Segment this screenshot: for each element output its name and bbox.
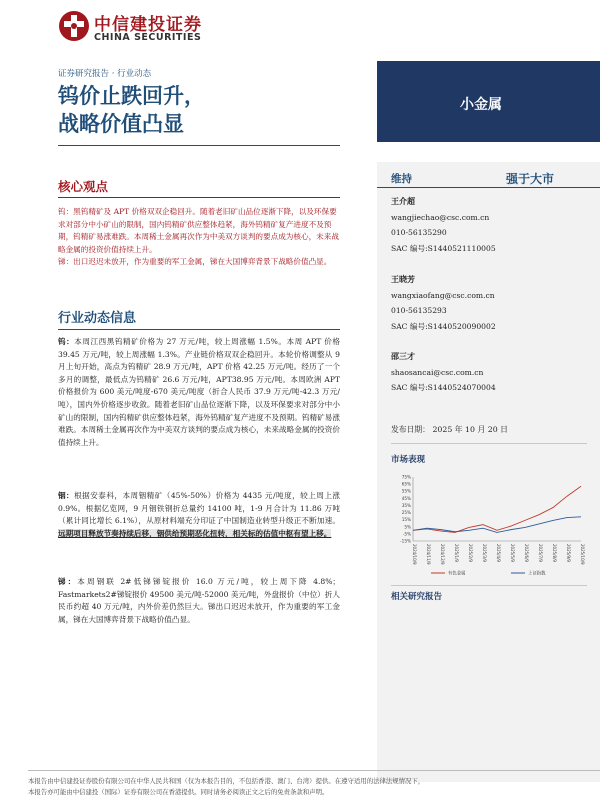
x-tick-label: 2025/10/9 [580, 544, 585, 565]
report-type: 证券研究报告 · 行业动态 [58, 69, 152, 79]
y-tick-label: 5% [404, 524, 411, 530]
core-view-heading: 核心观点 [58, 179, 109, 194]
title-line-2: 战略价值凸显 [58, 112, 184, 136]
germanium-highlight: 远期项目释放节奏持续后移，铟供给预期恶化扭转，相关标的估值中枢有望上移。 [58, 528, 332, 538]
sidebar-divider [391, 585, 587, 586]
core-view-rule [58, 197, 340, 198]
y-tick-label: 55% [401, 488, 411, 494]
analyst-email[interactable]: shaosancai@csc.com.cn [391, 367, 484, 377]
core-view-paragraph: 钨：黑钨精矿及 APT 价格双双企稳回升。随着老旧矿山品位逐渐下降，以及环保要求对部分中小矿山的限制，国内钨精矿供应整体趋紧，海外钨精矿复产进度不及预期，钨精矿易涨难跌。本周稀土金属再次作为中美双方谈判的要点成为核心，未来战略金属的投资价值持续上升。 [58, 207, 339, 254]
market-performance-heading: 市场表现 [391, 455, 426, 465]
x-tick-label: 2025/4/9 [496, 544, 501, 562]
analyst-sac: SAC 编号:S1440524070004 [391, 383, 496, 392]
antimony-label: 锑： [58, 577, 78, 586]
legend-label: 有色金属 [448, 571, 466, 577]
x-tick-label: 2024/10/9 [412, 544, 417, 565]
analyst-name: 王介超 [391, 197, 415, 206]
disclaimer-line: 本报告由中信建投证券股份有限公司在中华人民共和国（仅为本报告目的，不包括香港、澳门、台湾）提供。在遵守适用的法律法规情况下， [28, 777, 425, 785]
analyst-card [391, 194, 496, 256]
x-tick-label: 2024/11/9 [426, 544, 431, 565]
rating-label: 维持 [391, 173, 412, 185]
y-tick-label: 35% [401, 502, 411, 508]
y-tick-label: 75% [401, 474, 411, 480]
analyst-name: 王晓芳 [391, 275, 415, 284]
x-tick-label: 2025/8/9 [552, 544, 557, 562]
analyst-sac: SAC 编号:S1440520090002 [391, 321, 496, 331]
analyst-card [391, 272, 496, 334]
antimony-text: 本周钢联 2#低锑锑锭报价 16.0 万元/吨，较上周下降 4.8%；Fastmarkets2#锑锭报价 49500 美元/吨-52000 美元/吨，外盘报价（中位）折人民币约超 40 万元/吨，内外价差仍然巨大。锑出口迟迟未放开，作为重要的军工金属，锑在大国博弈背景下战略价值凸显。 [58, 577, 341, 624]
disclaimer-footer [28, 776, 600, 798]
x-tick-label: 2025/9/9 [566, 544, 571, 562]
dynamics-rule [58, 329, 340, 330]
core-view-paragraph: 锑：出口迟迟未放开，作为重要的军工金属，锑在大国博弈背景下战略价值凸显。 [58, 257, 332, 267]
x-tick-label: 2025/5/9 [510, 544, 515, 562]
rating-bar [377, 162, 600, 188]
analyst-email[interactable]: wangxiaofang@csc.com.cn [391, 290, 495, 300]
title-line-1: 钨价止跌回升， [58, 84, 205, 108]
dynamics-heading: 行业动态信息 [58, 311, 137, 326]
tungsten-text: 本周江西黑钨精矿价格为 27 万元/吨，较上周涨幅 1.5%。本周 APT 价格 39.45 万元/吨，较上周涨幅 1.3%。产业链价格双双企稳回升。本轮价格调整从 9 月上旬开始，高点为钨精矿 28.9 万元/吨，APT 价格 42.25 万元/吨。经历了一个多月的调整，最低点为钨精矿 26.6 万元/吨，APT38.95 万元/吨。本周欧洲 APT 价格报价为 600 美元/吨度-670 美元/吨度（折合人民币 37.9 万元/吨-42.3 万元/吨），国内外价格逐步收敛。随着老旧矿山品位逐渐下降，以及环保要求对部分中小矿山的限制，国内钨精矿供应整体趋紧，海外钨精矿复产进度不及预期。钨精矿易涨难跌。本周稀土金属再次作为中美双方谈判的要点成为核心，未来战略金属的投资价值持续上升。 [58, 337, 340, 447]
germanium-label: 铟： [58, 491, 75, 500]
antimony-paragraph [58, 576, 340, 626]
analyst-email[interactable]: wangjiechao@csc.com.cn [391, 212, 490, 222]
core-view-body [58, 206, 340, 269]
x-tick-label: 2025/3/9 [482, 544, 487, 562]
germanium-paragraph [58, 490, 340, 540]
logo-chinese-name: 中信建投证券 [94, 15, 202, 35]
analyst-phone: 010-56135293 [391, 306, 447, 315]
analyst-phone: 010-56135290 [391, 228, 447, 237]
industry-banner [377, 61, 600, 142]
analyst-name: 邵三才 [391, 352, 415, 361]
x-tick-label: 2024/12/9 [440, 544, 445, 565]
related-research-heading: 相关研究报告 [391, 592, 443, 602]
sidebar-divider [391, 443, 587, 444]
tungsten-label: 钨： [58, 337, 75, 346]
csc-logo-icon [58, 10, 90, 42]
y-tick-label: -15% [400, 538, 411, 544]
tungsten-paragraph [58, 336, 340, 449]
y-tick-label: 25% [401, 510, 411, 516]
company-logo [58, 10, 218, 46]
report-title [58, 82, 358, 138]
footer-divider [28, 770, 600, 771]
x-tick-label: 2025/2/9 [468, 544, 473, 562]
industry-label: 小金属 [460, 97, 502, 113]
analyst-card [391, 349, 496, 396]
x-tick-label: 2025/6/9 [524, 544, 529, 562]
legend-label: 上证指数 [528, 571, 546, 577]
germanium-text: 根据安泰科，本周铟精矿（45%-50%）价格为 4435 元/吨度，较上周上涨 0.9%。根据亿览网，9 月铟铁钢折总量约 14100 吨，1-9 月合计为 11.86 万吨（累计同比增长 6.1%），从原材料端充分印证了中国制造业转型升级正不断加速。 [58, 491, 341, 526]
x-tick-label: 2025/7/9 [538, 544, 543, 562]
market-performance-chart [391, 469, 587, 581]
disclaimer-line: 本报告亦可能由中信建投（国际）证券有限公司在香港提供。同时请务必阅读正文之后的免责条款和声明。 [28, 788, 329, 796]
series-line-nonferrous [413, 486, 581, 532]
analyst-sac: SAC 编号:S1440521110005 [391, 243, 496, 253]
rating-value: 强于大市 [506, 172, 555, 186]
y-tick-label: 65% [401, 481, 411, 487]
title-divider [58, 145, 340, 146]
publish-date: 发布日期： 2025 年 10 月 20 日 [391, 425, 508, 434]
y-tick-label: 15% [401, 517, 411, 523]
y-tick-label: -5% [402, 531, 411, 537]
x-tick-label: 2025/1/9 [454, 544, 459, 562]
logo-english-name: CHINA SECURITIES [94, 32, 202, 43]
y-tick-label: 45% [401, 495, 411, 501]
